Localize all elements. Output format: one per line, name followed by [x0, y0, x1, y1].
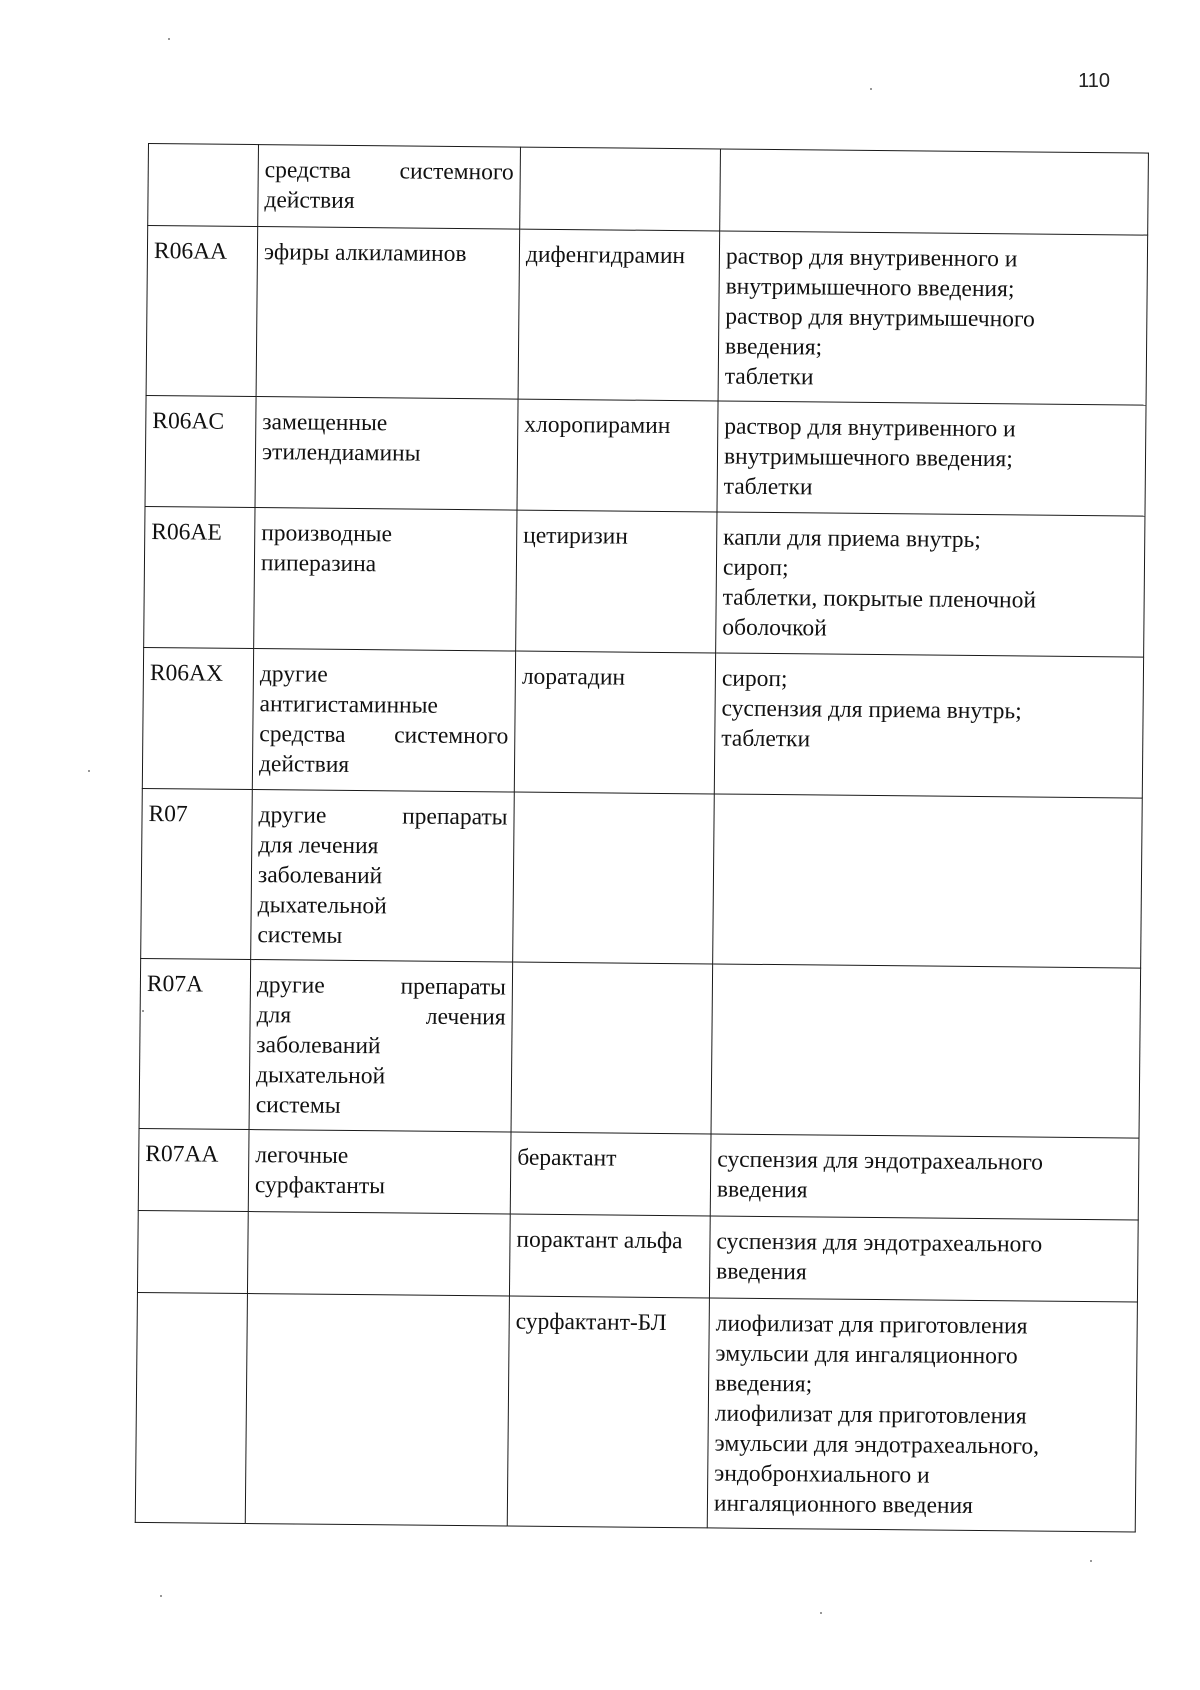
atc-code-cell	[135, 1292, 247, 1523]
inn-cell: порактант альфа	[509, 1214, 710, 1298]
dosage-form-cell	[720, 149, 1149, 235]
pharmacological-group-cell: легочные сурфактанты	[248, 1130, 511, 1215]
table-row	[137, 1210, 1138, 1302]
dosage-form-cell: лиофилизат для приготовления эмульсии для ингаляционного введения; лиофилизат для приготовления эмульсии для эндотрахеального, эндобронхиального и ингаляционного введения	[707, 1298, 1137, 1532]
group-word: препараты	[402, 803, 508, 831]
inn-cell: хлоропирамин	[517, 399, 718, 512]
medication-table	[135, 143, 1149, 1533]
dosage-form-cell: раствор для внутривенного и внутримышечного введения; таблетки	[717, 401, 1146, 516]
table-row	[141, 788, 1143, 968]
group-word: системного	[394, 722, 509, 750]
group-line-justified	[259, 719, 508, 751]
group-word: для	[256, 1002, 292, 1029]
atc-code-cell	[137, 1210, 248, 1293]
group-line: системы	[255, 1092, 341, 1119]
group-word: лечения	[425, 1003, 506, 1031]
pharmacological-group-cell	[251, 790, 515, 963]
scan-speck	[142, 1010, 144, 1012]
dosage-form-cell	[713, 794, 1143, 968]
group-word: системного	[399, 158, 514, 186]
atc-code-cell: R06AA	[146, 226, 258, 397]
pharmacological-group-cell	[252, 649, 515, 793]
table-row	[142, 647, 1143, 798]
group-line: действия	[258, 751, 350, 778]
scan-speck	[1090, 1560, 1092, 1562]
scan-speck	[168, 38, 170, 40]
page-number: 110	[1078, 70, 1110, 92]
atc-code-cell: R07AA	[138, 1128, 249, 1211]
pharmacological-group-cell: производные пиперазина	[254, 508, 517, 652]
group-line-justified	[256, 1000, 505, 1032]
table-row	[144, 506, 1145, 657]
dosage-form-cell: раствор для внутривенного и внутримышечного введения; раствор для внутримышечного введения; таблетки	[718, 231, 1148, 405]
table-row	[148, 144, 1149, 236]
group-line: системы	[257, 922, 343, 949]
inn-cell	[520, 147, 721, 231]
inn-cell: берактант	[510, 1132, 711, 1216]
group-line: дыхательной	[257, 892, 387, 920]
group-line: дыхательной	[255, 1062, 386, 1090]
dosage-form-cell: сироп; суспензия для приема внутрь; таблетки	[714, 653, 1143, 798]
scan-speck	[820, 1612, 822, 1614]
pharmacological-group-cell: эфиры алкиламинов	[256, 227, 520, 400]
table-row	[145, 395, 1146, 516]
scan-speck	[160, 1595, 162, 1597]
inn-cell: лоратадин	[514, 651, 715, 794]
table-row	[135, 1292, 1137, 1532]
group-line: антигистаминные	[259, 691, 439, 719]
group-line-justified	[265, 155, 514, 187]
pharmacological-group-cell	[258, 145, 521, 230]
group-line: действия	[264, 187, 355, 214]
inn-cell	[511, 962, 713, 1134]
group-line-justified	[258, 800, 507, 832]
group-line: для лечения	[258, 832, 379, 860]
group-line: заболеваний	[257, 862, 383, 890]
inn-cell: дифенгидрамин	[518, 229, 720, 401]
table-row	[138, 1128, 1139, 1220]
group-word: другие	[256, 972, 325, 999]
table-row	[146, 226, 1148, 406]
group-word: средства	[259, 721, 346, 748]
inn-cell: цетиризин	[516, 510, 717, 653]
group-line-justified	[257, 970, 506, 1002]
pharmacological-group-cell	[247, 1212, 510, 1297]
group-word: средства	[264, 157, 352, 184]
atc-code-cell: R06AX	[142, 647, 253, 789]
pharmacological-group-cell: замещенные этилендиамины	[255, 397, 518, 511]
pharmacological-group-cell	[249, 960, 513, 1133]
inn-cell	[513, 792, 715, 964]
group-word: другие	[258, 802, 327, 829]
group-line: заболеваний	[256, 1032, 381, 1060]
group-line: другие	[259, 661, 328, 688]
pharmacological-group-cell	[245, 1294, 509, 1527]
group-word: препараты	[400, 973, 507, 1001]
dosage-form-cell: суспензия для эндотрахеального введения	[709, 1216, 1138, 1302]
scan-speck	[88, 770, 90, 772]
dosage-form-cell: капли для приема внутрь; сироп; таблетки, покрытые пленочной оболочкой	[716, 512, 1145, 657]
dosage-form-cell	[711, 964, 1141, 1138]
dosage-form-cell: суспензия для эндотрахеального введения	[710, 1134, 1139, 1220]
medication-table-wrapper	[135, 143, 1148, 1533]
inn-cell: сурфактант-БЛ	[507, 1296, 709, 1528]
atc-code-cell	[148, 144, 259, 227]
table-row	[139, 958, 1141, 1138]
atc-code-cell: R07A	[139, 958, 251, 1129]
atc-code-cell: R06AE	[144, 506, 255, 648]
atc-code-cell: R07	[141, 788, 253, 959]
atc-code-cell: R06AC	[145, 395, 256, 507]
scan-speck	[870, 88, 872, 90]
